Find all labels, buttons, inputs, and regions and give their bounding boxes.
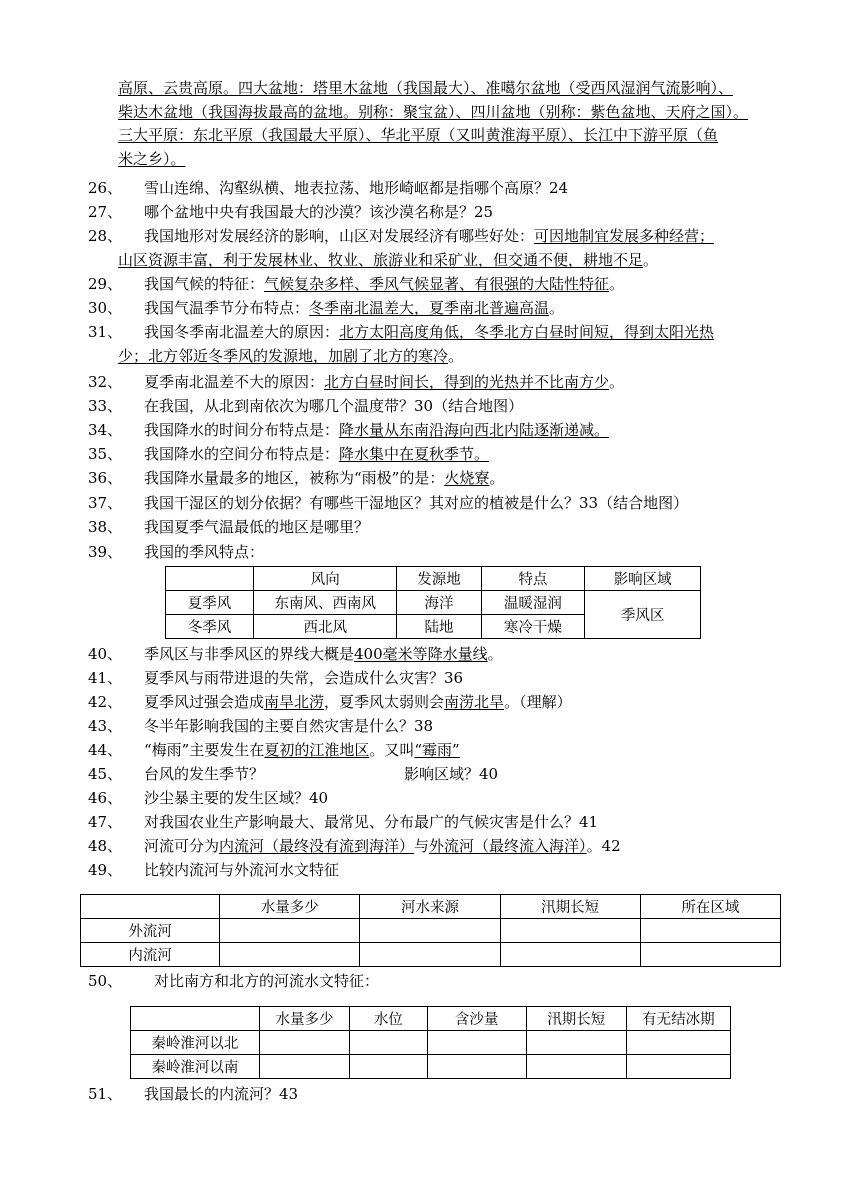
answer-text: 内流河（最终没有流到海洋） xyxy=(219,837,415,855)
question-33 xyxy=(88,395,800,419)
intro-line: 三大平原：东北平原（我国最大平原）、华北平原（又叫黄淮海平原）、长江中下游平原（鱼 xyxy=(118,126,719,144)
question-text: 对我国农业生产影响最大、最常见、分布最广的气候灾害是什么？41 xyxy=(144,813,599,831)
question-number: 44、 xyxy=(88,741,123,759)
question-number: 33、 xyxy=(88,397,123,415)
table-cell[interactable] xyxy=(360,943,500,967)
question-text: 对比南方和北方的河流水文特征： xyxy=(154,972,380,990)
question-text: 。又叫 xyxy=(369,741,415,759)
question-text: 台风的发生季节？ xyxy=(144,765,265,783)
question-number: 36、 xyxy=(88,469,123,487)
question-39 xyxy=(88,541,800,565)
question-text: 我国冬季南北温差大的原因： xyxy=(144,323,340,341)
question-number: 29、 xyxy=(88,275,123,293)
answer-text: 冬季南北温差大，夏季南北普遍高温 xyxy=(309,299,550,317)
table-cell: 寒冷干燥 xyxy=(481,615,585,639)
question-47 xyxy=(88,811,800,835)
question-text: 夏季风过强会造成 xyxy=(144,693,265,711)
question-text: 季风区与非季风区的界线大概是 xyxy=(144,645,355,663)
table-cell[interactable] xyxy=(640,919,780,943)
table-header: 风向 xyxy=(254,567,397,591)
river-table-1 xyxy=(80,894,781,967)
answer-text: 外流河（最终流入海洋） xyxy=(429,837,587,855)
table-header: 河水来源 xyxy=(360,895,500,919)
question-text: 我国最长的内流河？43 xyxy=(144,1085,299,1103)
question-43 xyxy=(88,715,800,739)
answer-text: 北方白昼时间长，得到的光热并不比南方少 xyxy=(324,373,610,391)
question-number: 39、 xyxy=(88,543,123,561)
question-text: 哪个盆地中央有我国最大的沙漠？该沙漠名称是？25 xyxy=(144,203,494,221)
intro-paragraph xyxy=(118,77,798,171)
answer-text: 山区资源丰富，利于发展林业、牧业、旅游业和采矿业，但交通不便，耕地不足 xyxy=(118,251,644,269)
question-number: 42、 xyxy=(88,693,123,711)
question-number: 28、 xyxy=(88,227,123,245)
table-cell: 西北风 xyxy=(254,615,397,639)
answer-text: “霉雨” xyxy=(414,741,460,759)
table-header xyxy=(81,895,220,919)
question-number: 31、 xyxy=(88,323,123,341)
question-50 xyxy=(88,970,800,994)
table-row xyxy=(81,943,781,967)
question-number: 37、 xyxy=(88,494,123,512)
question-45 xyxy=(88,763,800,787)
question-number: 26、 xyxy=(88,179,123,197)
question-48 xyxy=(88,835,800,859)
table-cell: 东南风、西南风 xyxy=(254,591,397,615)
table-row xyxy=(131,1031,731,1055)
question-text: 影响区域？40 xyxy=(404,765,499,783)
question-49 xyxy=(88,859,800,883)
table-cell[interactable] xyxy=(640,943,780,967)
river-table-2 xyxy=(130,1006,731,1079)
table-cell[interactable] xyxy=(350,1031,427,1055)
question-32 xyxy=(88,371,800,395)
question-35 xyxy=(88,443,800,467)
table-row xyxy=(166,591,701,615)
table-cell: 秦岭淮河以南 xyxy=(131,1055,260,1079)
question-28-cont xyxy=(118,249,798,273)
table-cell[interactable] xyxy=(626,1031,730,1055)
question-text: 我国降水的空间分布特点是： xyxy=(144,445,340,463)
question-number: 49、 xyxy=(88,861,123,879)
answer-text: 夏初的江淮地区 xyxy=(264,741,370,759)
punctuation: 。 xyxy=(609,275,625,293)
question-28 xyxy=(88,225,800,249)
question-number: 45、 xyxy=(88,765,123,783)
question-text: 。42 xyxy=(586,837,621,855)
table-header: 含沙量 xyxy=(427,1007,526,1031)
punctuation: 。 xyxy=(609,373,625,391)
table-cell: 陆地 xyxy=(397,615,481,639)
question-number: 27、 xyxy=(88,203,123,221)
question-number: 40、 xyxy=(88,645,123,663)
answer-text: 火烧寮 xyxy=(444,469,490,487)
question-number: 41、 xyxy=(88,669,123,687)
table-header xyxy=(166,567,254,591)
table-row xyxy=(81,919,781,943)
punctuation: 。 xyxy=(643,251,659,269)
question-text: 我国气候的特征： xyxy=(144,275,265,293)
table-header: 影响区域 xyxy=(585,567,701,591)
table-cell: 外流河 xyxy=(81,919,220,943)
answer-text: 北方太阳高度角低，冬季北方白昼时间短，得到太阳光热 xyxy=(339,323,715,341)
question-number: 47、 xyxy=(88,813,123,831)
question-31-cont xyxy=(118,345,798,369)
question-text: 我国夏季气温最低的地区是哪里？ xyxy=(144,518,370,536)
answer-text: 南旱北涝 xyxy=(264,693,325,711)
question-26 xyxy=(88,177,800,201)
question-51 xyxy=(88,1083,800,1107)
table-cell[interactable] xyxy=(350,1055,427,1079)
answer-text: 可因地制宜发展多种经营； xyxy=(534,227,715,245)
question-text: ，夏季风太弱则会 xyxy=(324,693,445,711)
table-cell: 温暖湿润 xyxy=(481,591,585,615)
question-text: 我国降水的时间分布特点是： xyxy=(144,421,340,439)
question-text: 夏季南北温差不大的原因： xyxy=(144,373,325,391)
intro-line: 米之乡）。 xyxy=(118,149,186,168)
answer-text: 降水集中在夏秋季节。 xyxy=(339,445,490,463)
question-number: 46、 xyxy=(88,789,123,807)
question-29 xyxy=(88,273,800,297)
table-cell[interactable] xyxy=(500,919,640,943)
table-row xyxy=(131,1055,731,1079)
punctuation: 。 xyxy=(487,645,503,663)
question-41 xyxy=(88,667,800,691)
table-header: 水量多少 xyxy=(259,1007,349,1031)
question-text: 夏季风与雨带进退的失常，会造成什么灾害？36 xyxy=(144,669,464,687)
question-37 xyxy=(88,492,800,516)
table-cell: 秦岭淮河以北 xyxy=(131,1031,260,1055)
question-number: 34、 xyxy=(88,421,123,439)
question-text: “梅雨”主要发生在 xyxy=(144,741,265,759)
question-number: 51、 xyxy=(88,1085,123,1103)
question-44 xyxy=(88,739,800,763)
table-cell: 内流河 xyxy=(81,943,220,967)
table-header xyxy=(131,1007,260,1031)
punctuation: 。 xyxy=(448,347,464,365)
table-cell[interactable] xyxy=(220,919,360,943)
question-text: 我国气温季节分布特点： xyxy=(144,299,310,317)
answer-text: 气候复杂多样、季风气候显著、有很强的大陆性特征 xyxy=(264,275,610,293)
question-number: 30、 xyxy=(88,299,123,317)
question-number: 50、 xyxy=(88,972,123,990)
table-cell: 夏季风 xyxy=(166,591,254,615)
table-header: 发源地 xyxy=(397,567,481,591)
question-30 xyxy=(88,297,800,321)
table-cell[interactable] xyxy=(626,1055,730,1079)
answer-text: 降水量从东南沿海向西北内陆逐渐递减。 xyxy=(339,421,610,439)
table-header: 水量多少 xyxy=(220,895,360,919)
question-34 xyxy=(88,419,800,443)
table-cell[interactable] xyxy=(259,1055,349,1079)
question-text: 冬半年影响我国的主要自然灾害是什么？38 xyxy=(144,717,434,735)
question-number: 48、 xyxy=(88,837,123,855)
question-text: 雪山连绵、沟壑纵横、地表拉荡、地形崎岖都是指哪个高原？24 xyxy=(144,179,569,197)
table-header: 水位 xyxy=(350,1007,427,1031)
table-cell[interactable] xyxy=(220,943,360,967)
question-text: 河流可分为 xyxy=(144,837,220,855)
intro-line: 柴达木盆地（我国海拔最高的盆地。别称：聚宝盆）、四川盆地（别称：紫色盆地、天府之国）。 xyxy=(118,102,749,121)
table-cell[interactable] xyxy=(500,943,640,967)
question-text: 与 xyxy=(414,837,430,855)
question-46 xyxy=(88,787,800,811)
table-header: 汛期长短 xyxy=(526,1007,626,1031)
question-42 xyxy=(88,691,800,715)
question-text: 比较内流河与外流河水文特征 xyxy=(144,861,340,879)
question-text: 。（理解） xyxy=(504,693,572,711)
question-text: 在我国，从北到南依次为哪几个温度带？30（结合地图） xyxy=(144,397,524,415)
table-cell: 冬季风 xyxy=(166,615,254,639)
table-cell[interactable] xyxy=(526,1055,626,1079)
table-header: 汛期长短 xyxy=(500,895,640,919)
answer-text: 南涝北旱 xyxy=(444,693,505,711)
table-header: 特点 xyxy=(481,567,585,591)
table-header: 所在区域 xyxy=(640,895,780,919)
intro-line: 高原、云贵高原。四大盆地：塔里木盆地（我国最大）、准噶尔盆地（受西风湿润气流影响）、 xyxy=(118,79,734,97)
question-31 xyxy=(88,321,800,345)
table-cell[interactable] xyxy=(259,1031,349,1055)
answer-text: 少；北方邻近冬季风的发源地，加剧了北方的寒冷 xyxy=(118,347,449,365)
question-number: 43、 xyxy=(88,717,123,735)
table-cell[interactable] xyxy=(427,1055,526,1079)
table-cell[interactable] xyxy=(360,919,500,943)
question-number: 32、 xyxy=(88,373,123,391)
question-number: 35、 xyxy=(88,445,123,463)
question-text: 我国的季风特点： xyxy=(144,543,265,561)
question-text: 沙尘暴主要的发生区域？40 xyxy=(144,789,329,807)
table-cell: 季风区 xyxy=(585,591,701,639)
punctuation: 。 xyxy=(549,299,565,317)
monsoon-table xyxy=(165,566,701,639)
table-header: 有无结冰期 xyxy=(626,1007,730,1031)
table-cell[interactable] xyxy=(427,1031,526,1055)
question-text: 我国地形对发展经济的影响，山区对发展经济有哪些好处： xyxy=(144,227,535,245)
question-40 xyxy=(88,643,800,667)
question-text: 我国干湿区的划分依据？有哪些干湿地区？其对应的植被是什么？33（结合地图） xyxy=(144,494,689,512)
table-cell: 海洋 xyxy=(397,591,481,615)
question-27 xyxy=(88,201,800,225)
answer-text: 400毫米等降水量线 xyxy=(354,645,488,663)
question-text: 我国降水量最多的地区，被称为“雨极”的是： xyxy=(144,469,445,487)
question-36 xyxy=(88,467,800,491)
punctuation: 。 xyxy=(489,469,505,487)
question-38 xyxy=(88,516,800,540)
question-number: 38、 xyxy=(88,518,123,536)
table-cell[interactable] xyxy=(526,1031,626,1055)
